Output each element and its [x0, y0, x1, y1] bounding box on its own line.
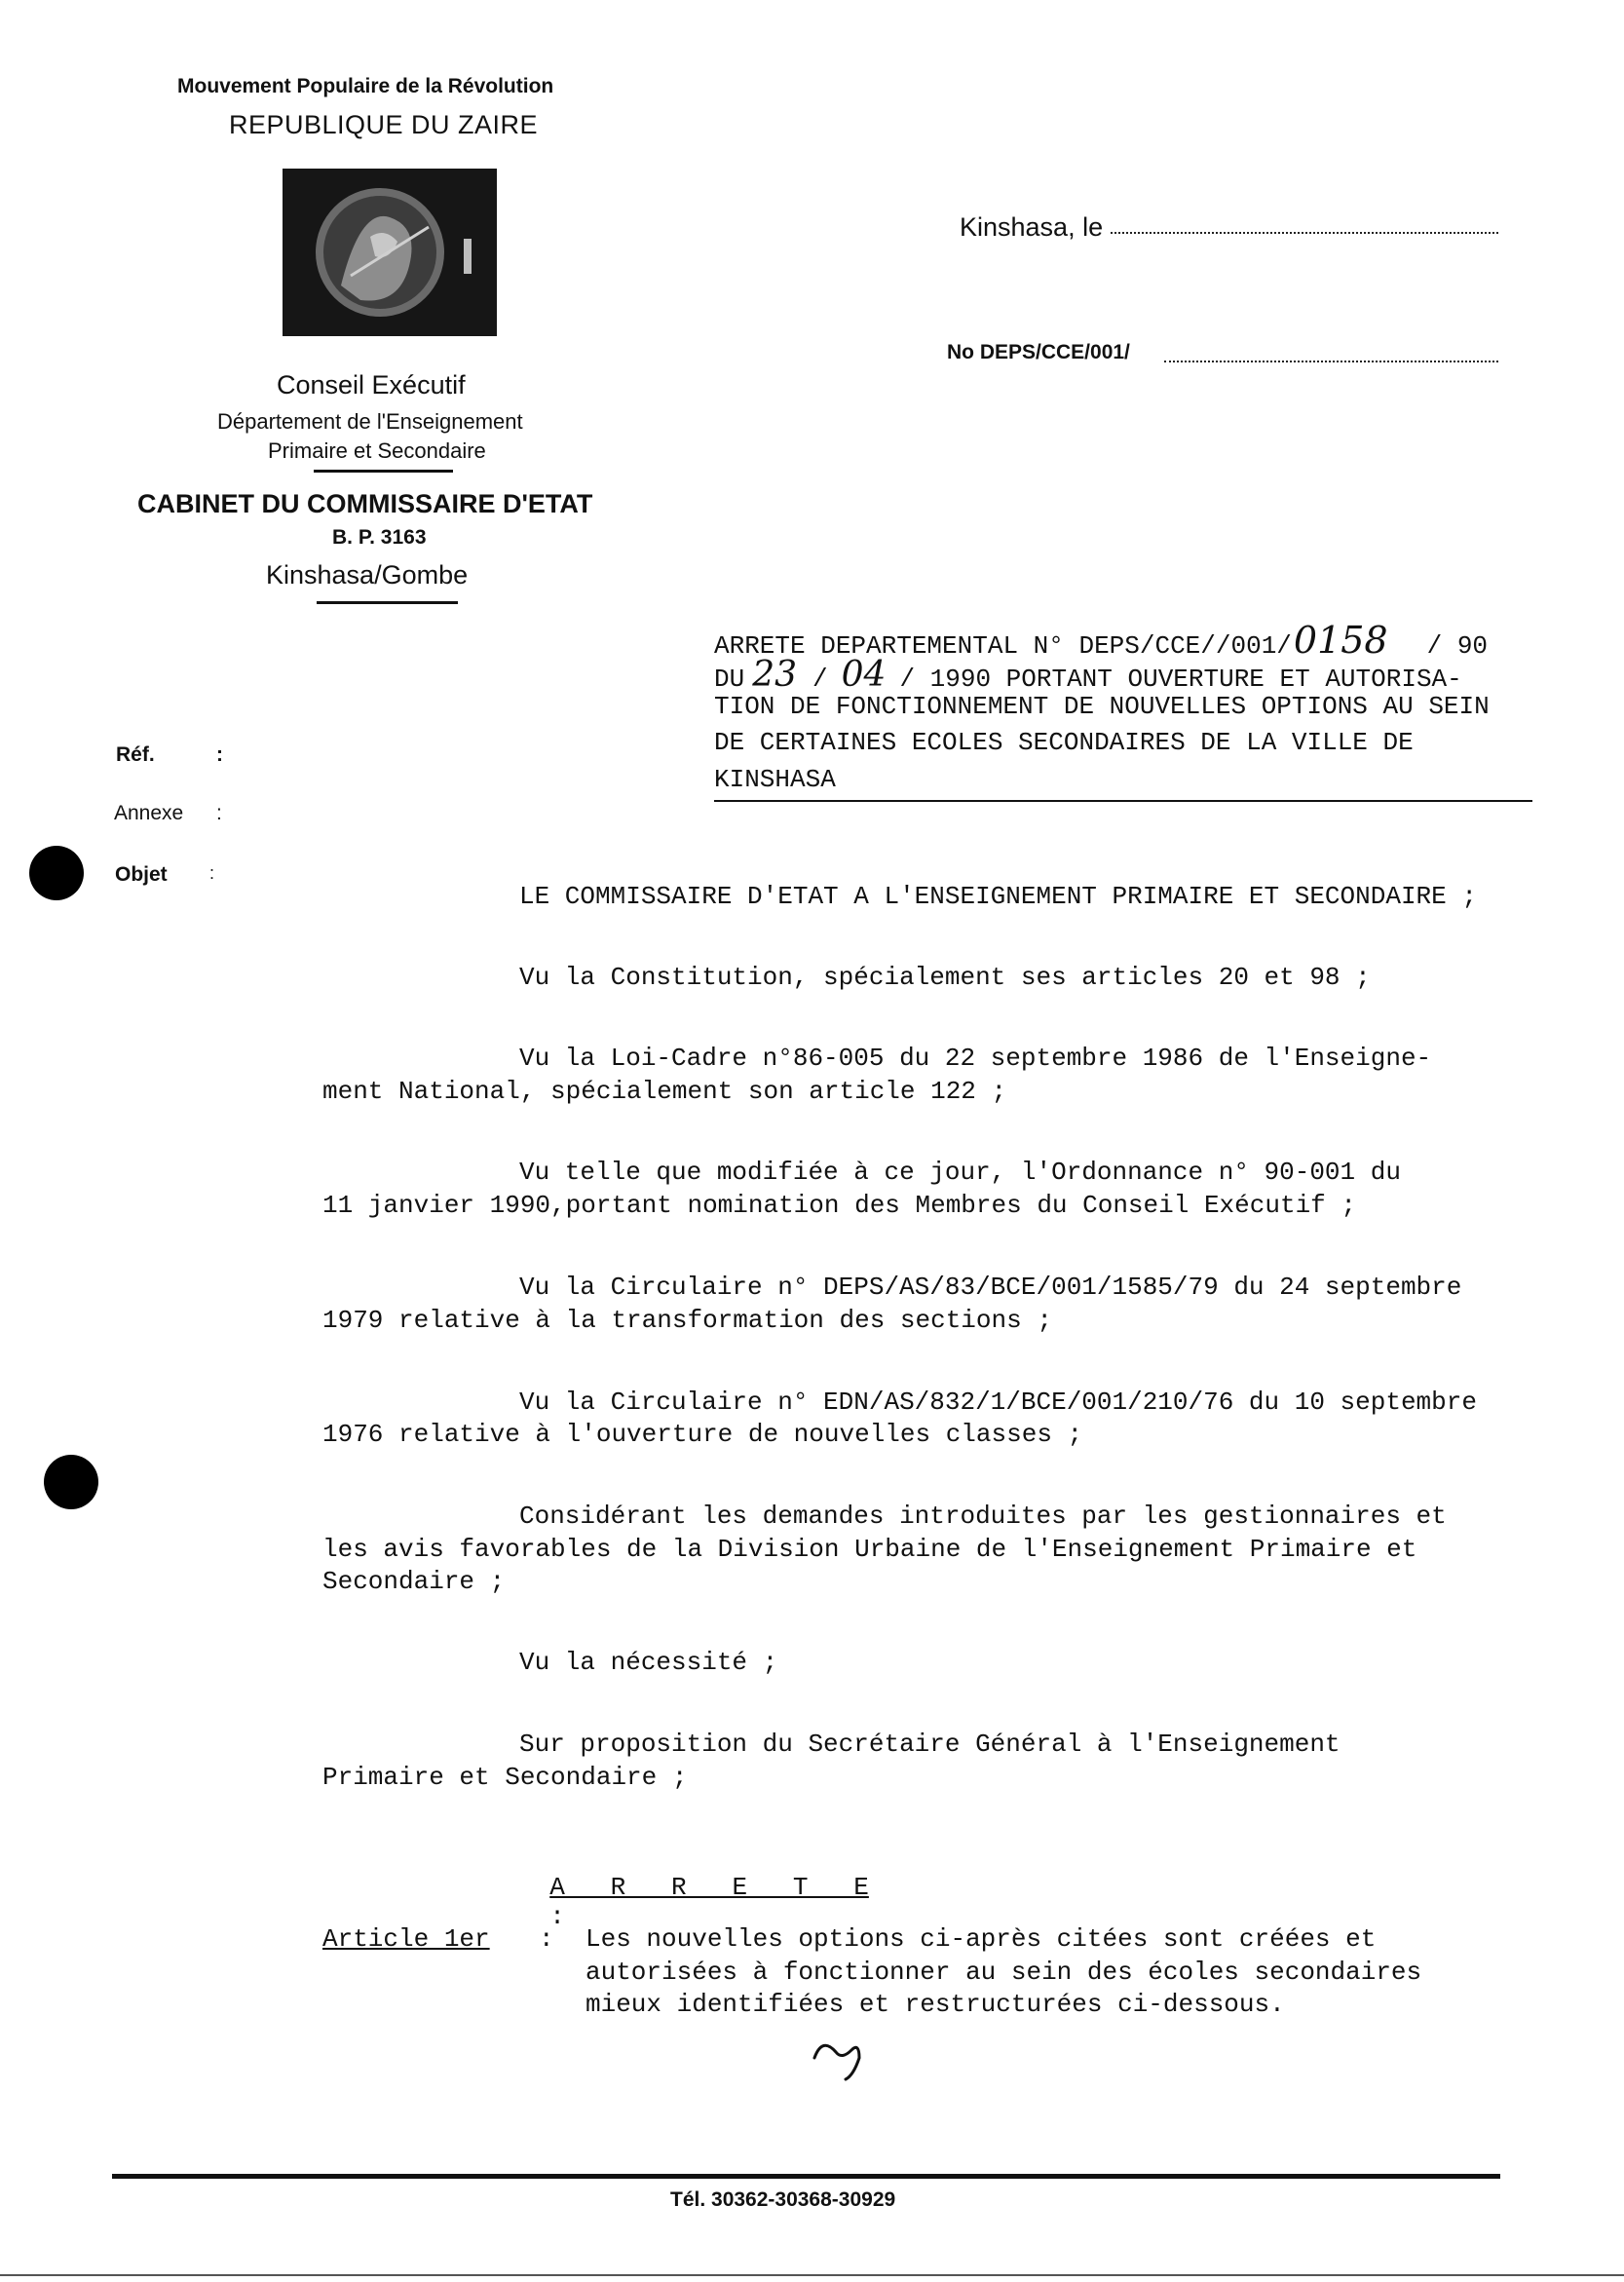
arrete-colon: :	[549, 1902, 565, 1931]
arrete-word: A R R E T E	[549, 1873, 869, 1902]
title-line-4: DE CERTAINES ECOLES SECONDAIRES DE LA VILLE DE	[714, 728, 1414, 757]
annexe-label: Annexe	[114, 802, 184, 824]
emblem-graphic	[283, 169, 497, 336]
paragraph-4-line-2: 1979 relative à la transformation des sections ;	[322, 1306, 1052, 1335]
footer-rule	[112, 2174, 1500, 2179]
paragraph-5-line-2: 1976 relative à l'ouverture de nouvelles classes ;	[322, 1420, 1083, 1449]
footer-telephone: Tél. 30362-30368-30929	[670, 2188, 896, 2211]
handwritten-initial-mark	[809, 2029, 877, 2087]
commissaire-line: LE COMMISSAIRE D'ETAT A L'ENSEIGNEMENT PRIMAIRE ET SECONDAIRE ;	[519, 882, 1477, 911]
handwritten-number: 0158	[1293, 619, 1388, 662]
letterhead-rule-2	[317, 601, 458, 604]
paragraph-2-line-2: ment National, spécialement son article 122 ;	[322, 1077, 1007, 1106]
scan-edge-line	[0, 2274, 1624, 2276]
title-line-2-suffix: / 1990 PORTANT OUVERTURE ET AUTORISA-	[899, 665, 1462, 694]
paragraph-6-line-3: Secondaire ;	[322, 1567, 506, 1596]
city: Kinshasa/Gombe	[266, 560, 469, 590]
objet-label: Objet	[115, 863, 168, 886]
title-line-5: KINSHASA	[714, 765, 836, 794]
paragraph-8-line-1: Sur proposition du Secrétaire Général à l'Enseignement	[519, 1730, 1341, 1759]
title-du: DU	[714, 665, 745, 694]
date-label: Kinshasa, le	[960, 212, 1104, 242]
po-box: B. P. 3163	[332, 526, 427, 549]
reference-number-label: No DEPS/CCE/001/	[947, 341, 1130, 363]
paragraph-8-line-2: Primaire et Secondaire ;	[322, 1763, 688, 1792]
article-1-colon: :	[539, 1924, 554, 1954]
handwritten-day: 23	[752, 655, 798, 695]
paragraph-3-line-1: Vu telle que modifiée à ce jour, l'Ordonnance n° 90-001 du	[519, 1158, 1401, 1187]
paragraph-5-line-1: Vu la Circulaire n° EDN/AS/832/1/BCE/001/210/76 du 10 septembre	[519, 1388, 1477, 1417]
reference-dotted-line	[1164, 361, 1498, 362]
title-line-3: TION DE FONCTIONNEMENT DE NOUVELLES OPTIONS AU SEIN	[714, 692, 1490, 721]
objet-colon: :	[209, 863, 215, 883]
article-1-line-2: autorisées à fonctionner au sein des écoles secondaires	[585, 1958, 1422, 1987]
punch-hole-top	[29, 846, 84, 900]
paragraph-6-line-2: les avis favorables de la Division Urbaine de l'Enseignement Primaire et	[322, 1535, 1417, 1564]
article-1-line-3: mieux identifiées et restructurées ci-dessous.	[585, 1990, 1285, 2019]
ref-label: Réf.	[116, 743, 155, 766]
department-line-2: Primaire et Secondaire	[268, 438, 486, 463]
handwritten-month: 04	[841, 655, 887, 695]
ref-colon: :	[216, 743, 223, 766]
title-underline	[714, 800, 1532, 802]
title-line-1-suffix: / 90	[1426, 631, 1489, 661]
title-sep: /	[812, 665, 828, 694]
council-name: Conseil Exécutif	[277, 370, 466, 399]
republic-name: REPUBLIQUE DU ZAIRE	[229, 110, 539, 139]
date-dotted-line	[1111, 232, 1498, 234]
cabinet-title: CABINET DU COMMISSAIRE D'ETAT	[137, 489, 593, 518]
title-line-2	[714, 655, 1462, 695]
movement-name: Mouvement Populaire de la Révolution	[177, 75, 554, 97]
title-line-1-prefix: ARRETE DEPARTEMENTAL N° DEPS/CCE//001/	[714, 631, 1292, 661]
article-1-line-1: Les nouvelles options ci-après citées sont créées et	[585, 1924, 1377, 1954]
letterhead-rule-1	[314, 470, 453, 473]
paragraph-4-line-1: Vu la Circulaire n° DEPS/AS/83/BCE/001/1585/79 du 24 septembre	[519, 1273, 1462, 1302]
paragraph-2-line-1: Vu la Loi-Cadre n°86-005 du 22 septembre 1986 de l'Enseigne-	[519, 1044, 1432, 1073]
paragraph-1: Vu la Constitution, spécialement ses articles 20 et 98 ;	[519, 963, 1371, 992]
article-1-label: Article 1er	[322, 1924, 490, 1954]
department-line-1: Département de l'Enseignement	[217, 409, 523, 434]
arrete-heading	[519, 1844, 869, 1931]
paragraph-7: Vu la nécessité ;	[519, 1648, 778, 1677]
paragraph-3-line-2: 11 janvier 1990,portant nomination des Membres du Conseil Exécutif ;	[322, 1191, 1356, 1220]
punch-hole-bottom	[44, 1455, 98, 1509]
annexe-colon: :	[216, 802, 222, 824]
paragraph-6-line-1: Considérant les demandes introduites par les gestionnaires et	[519, 1502, 1447, 1531]
national-emblem	[283, 169, 497, 336]
